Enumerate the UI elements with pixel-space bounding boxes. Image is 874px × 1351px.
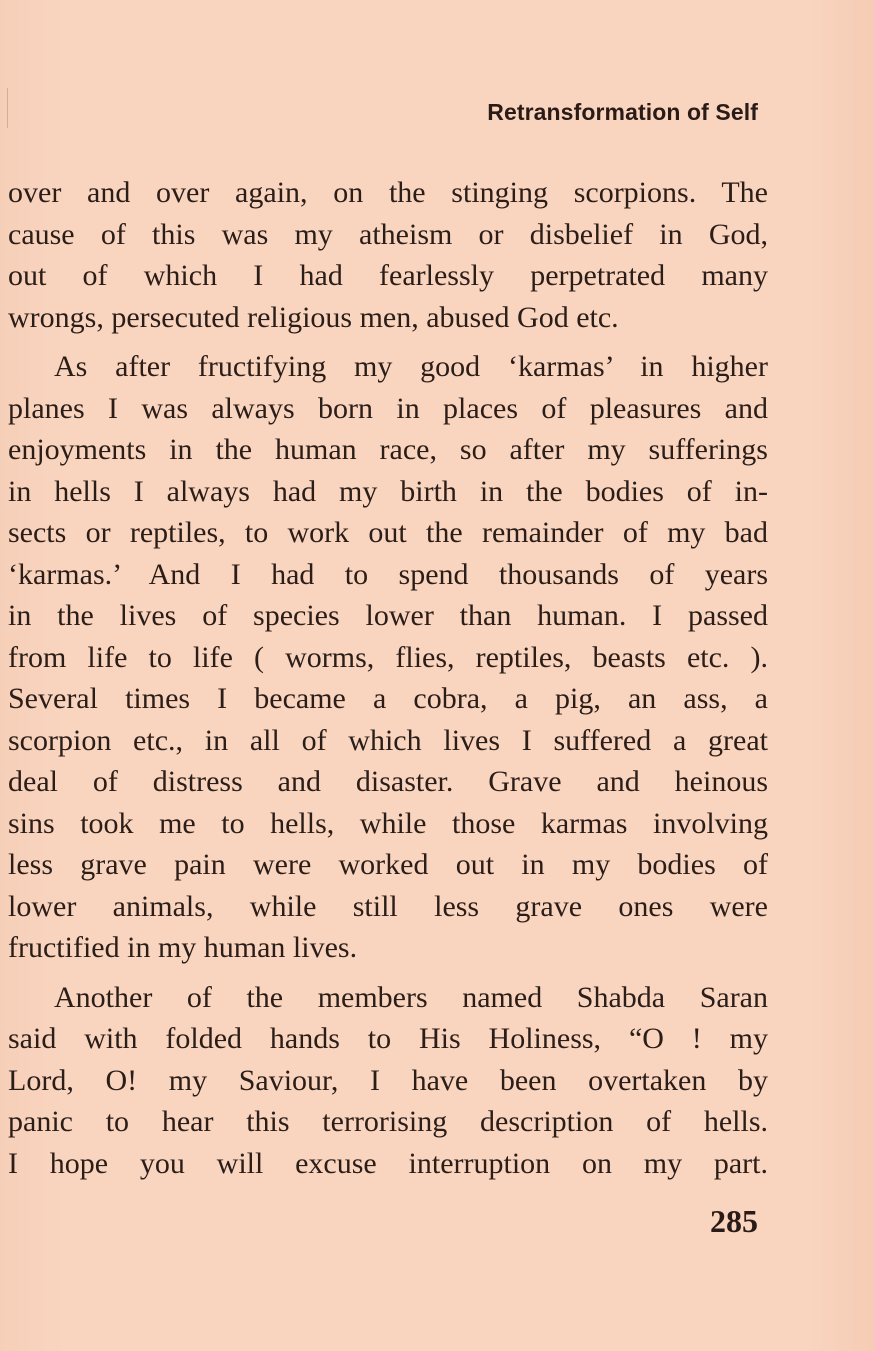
text-line: wrongs, persecuted religious men, abused God etc. <box>8 300 619 334</box>
text-line: enjoyments in the human race, so after my sufferings <box>8 433 768 466</box>
paragraph-3 <box>8 977 768 1185</box>
text-line: Lord, O! my Saviour, I have been overtaken by <box>8 1063 768 1097</box>
text-line: scorpion etc., in all of which lives I suffered a great <box>8 723 768 757</box>
text-line: in the lives of species lower than human. I passed <box>8 599 768 632</box>
text-line: panic to hear this terrorising description of hells. <box>8 1105 768 1138</box>
running-head: Retransformation of Self <box>487 99 758 125</box>
text-line: cause of this was my atheism or disbelief in God, <box>8 217 768 251</box>
text-line: As after fructifying my good ‘karmas’ in higher <box>54 350 768 383</box>
text-line: in hells I always had my birth in the bodies of in- <box>8 474 768 508</box>
text-line: planes I was always born in places of pleasures and <box>8 391 768 425</box>
text-line: deal of distress and disaster. Grave and heinous <box>8 765 768 798</box>
paragraph-1 <box>8 172 768 338</box>
text-line: from life to life ( worms, flies, reptiles, beasts etc. ). <box>8 640 768 674</box>
text-line: sects or reptiles, to work out the remainder of my bad <box>8 516 768 549</box>
text-line: Several times I became a cobra, a pig, an ass, a <box>8 682 768 715</box>
text-line: sins took me to hells, while those karmas involving <box>8 806 768 840</box>
text-line: out of which I had fearlessly perpetrated many <box>8 259 768 292</box>
text-line: Another of the members named Shabda Saran <box>54 980 768 1014</box>
text-line: lower animals, while still less grave ones were <box>8 889 768 923</box>
page-number: 285 <box>710 1203 758 1239</box>
text-line: over and over again, on the stinging scorpions. The <box>8 176 768 209</box>
paragraph-2 <box>8 346 768 969</box>
text-line: said with folded hands to His Holiness, “O ! my <box>8 1022 768 1055</box>
body-text <box>8 172 768 1184</box>
page-edge-mark <box>7 88 8 128</box>
text-line: ‘karmas.’ And I had to spend thousands of years <box>8 557 768 591</box>
text-line: I hope you will excuse interruption on my part. <box>8 1146 768 1180</box>
text-line: fructified in my human lives. <box>8 931 358 964</box>
text-line: less grave pain were worked out in my bodies of <box>8 848 768 881</box>
